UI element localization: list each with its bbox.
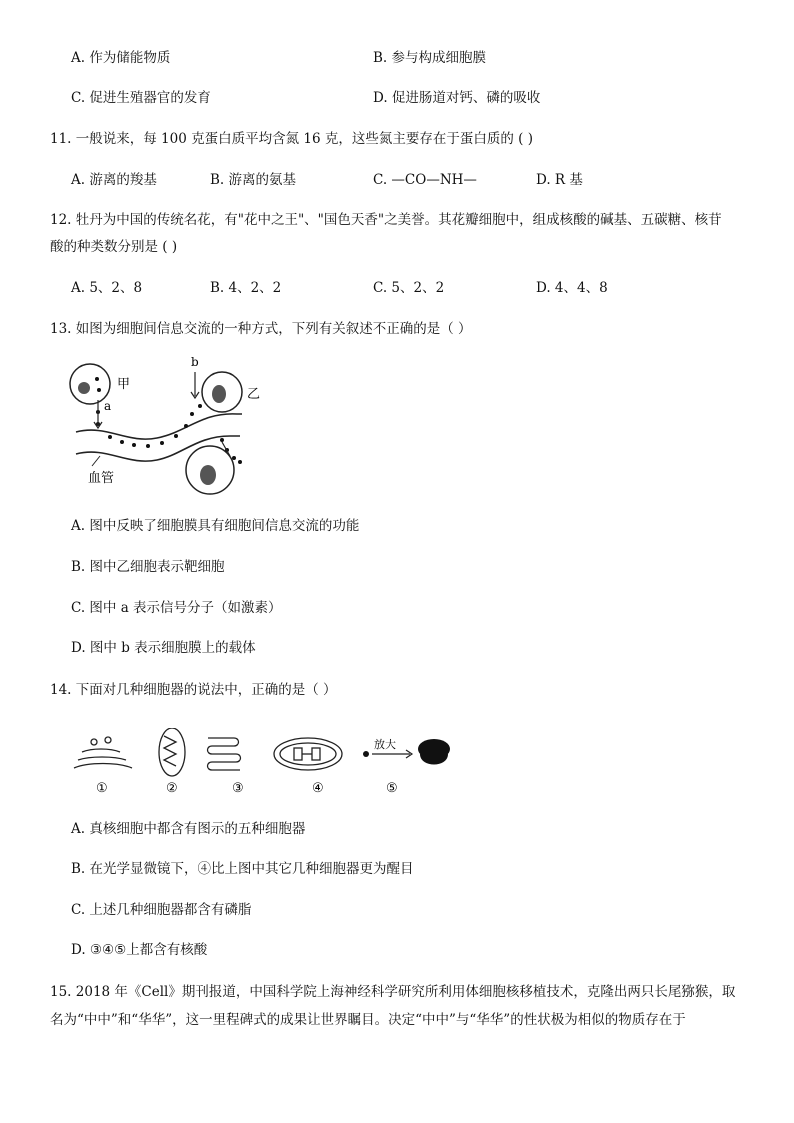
q14-option-c: C. 上述几种细胞器都含有磷脂: [71, 902, 252, 918]
q15-stem-line2: 名为“中中”和“华华”，这一里程碑式的成果让世界瞩目。决定“中中”与“华华”的性状极为相似的物质存在于: [50, 1012, 686, 1028]
q14-option-d: D. ③④⑤上都含有核酸: [71, 942, 208, 958]
q14-label-n3: ③: [232, 781, 244, 796]
organelle-mitochondrion-icon: [159, 728, 185, 776]
q14-option-b: B. 在光学显微镜下，④比上图中其它几种细胞器更为醒目: [71, 861, 414, 877]
q14-stem: 14. 下面对几种细胞器的说法中，正确的是（ ）: [50, 682, 337, 698]
q13-option-b: B. 图中乙细胞表示靶细胞: [71, 559, 225, 575]
q12-stem-line2: 酸的种类数分别是 ( ): [50, 239, 178, 255]
q14-label-n4: ④: [312, 781, 324, 796]
q14-figure-organelles: [68, 728, 468, 798]
q11-option-d: D. R 基: [536, 172, 583, 188]
q13-option-c: C. 图中 a 表示信号分子（如激素）: [71, 600, 282, 616]
q13-label-jia: 甲: [117, 377, 131, 392]
organelle-golgi-icon: [74, 737, 132, 768]
q10-option-c: C. 促进生殖器官的发育: [71, 90, 211, 106]
q11-option-a: A. 游离的羧基: [71, 172, 157, 188]
organelle-er-icon: [208, 738, 241, 770]
q13-figure-cell-communication: [62, 352, 262, 500]
q12-option-b: B. 4、2、2: [210, 280, 282, 296]
q11-option-c: C. —CO—NH—: [373, 172, 477, 188]
q13-label-yi: 乙: [247, 387, 261, 402]
q10-option-b: B. 参与构成细胞膜: [373, 50, 487, 66]
q13-option-d: D. 图中 b 表示细胞膜上的载体: [71, 640, 256, 656]
q14-label-n2: ②: [166, 781, 178, 796]
q10-option-d: D. 促进肠道对钙、磷的吸收: [373, 90, 541, 106]
q14-label-n5: ⑤: [386, 781, 398, 796]
q12-option-d: D. 4、4、8: [536, 280, 608, 296]
q12-option-a: A. 5、2、8: [71, 280, 143, 296]
q13-label-vessel: 血管: [88, 471, 115, 486]
organelle-chloroplast-icon: [274, 738, 342, 770]
q14-label-zoom: 放大: [374, 738, 396, 751]
q13-option-a: A. 图中反映了细胞膜具有细胞间信息交流的功能: [71, 518, 360, 534]
q13-stem: 13. 如图为细胞间信息交流的一种方式，下列有关叙述不正确的是（ ）: [50, 321, 472, 337]
q15-stem-line1: 15. 2018 年《Cell》期刊报道，中国科学院上海神经科学研究所利用体细胞核移植技术，克隆出两只长尾猕猴，取: [50, 984, 736, 1000]
q11-option-b: B. 游离的氨基: [210, 172, 297, 188]
q13-label-a: a: [104, 399, 112, 413]
q13-label-b: b: [191, 355, 199, 369]
q14-option-a: A. 真核细胞中都含有图示的五种细胞器: [71, 821, 306, 837]
q12-option-c: C. 5、2、2: [373, 280, 445, 296]
q14-label-n1: ①: [96, 781, 108, 796]
q12-stem-line1: 12. 牡丹为中国的传统名花，有"花中之王"、"国色天香"之美誉。其花瓣细胞中，组成核酸的碱基、五碳糖、核苷: [50, 212, 722, 228]
q10-option-a: A. 作为储能物质: [71, 50, 171, 66]
q11-stem: 11. 一般说来，每 100 克蛋白质平均含氮 16 克，这些氮主要存在于蛋白质的 ( ): [50, 131, 533, 147]
